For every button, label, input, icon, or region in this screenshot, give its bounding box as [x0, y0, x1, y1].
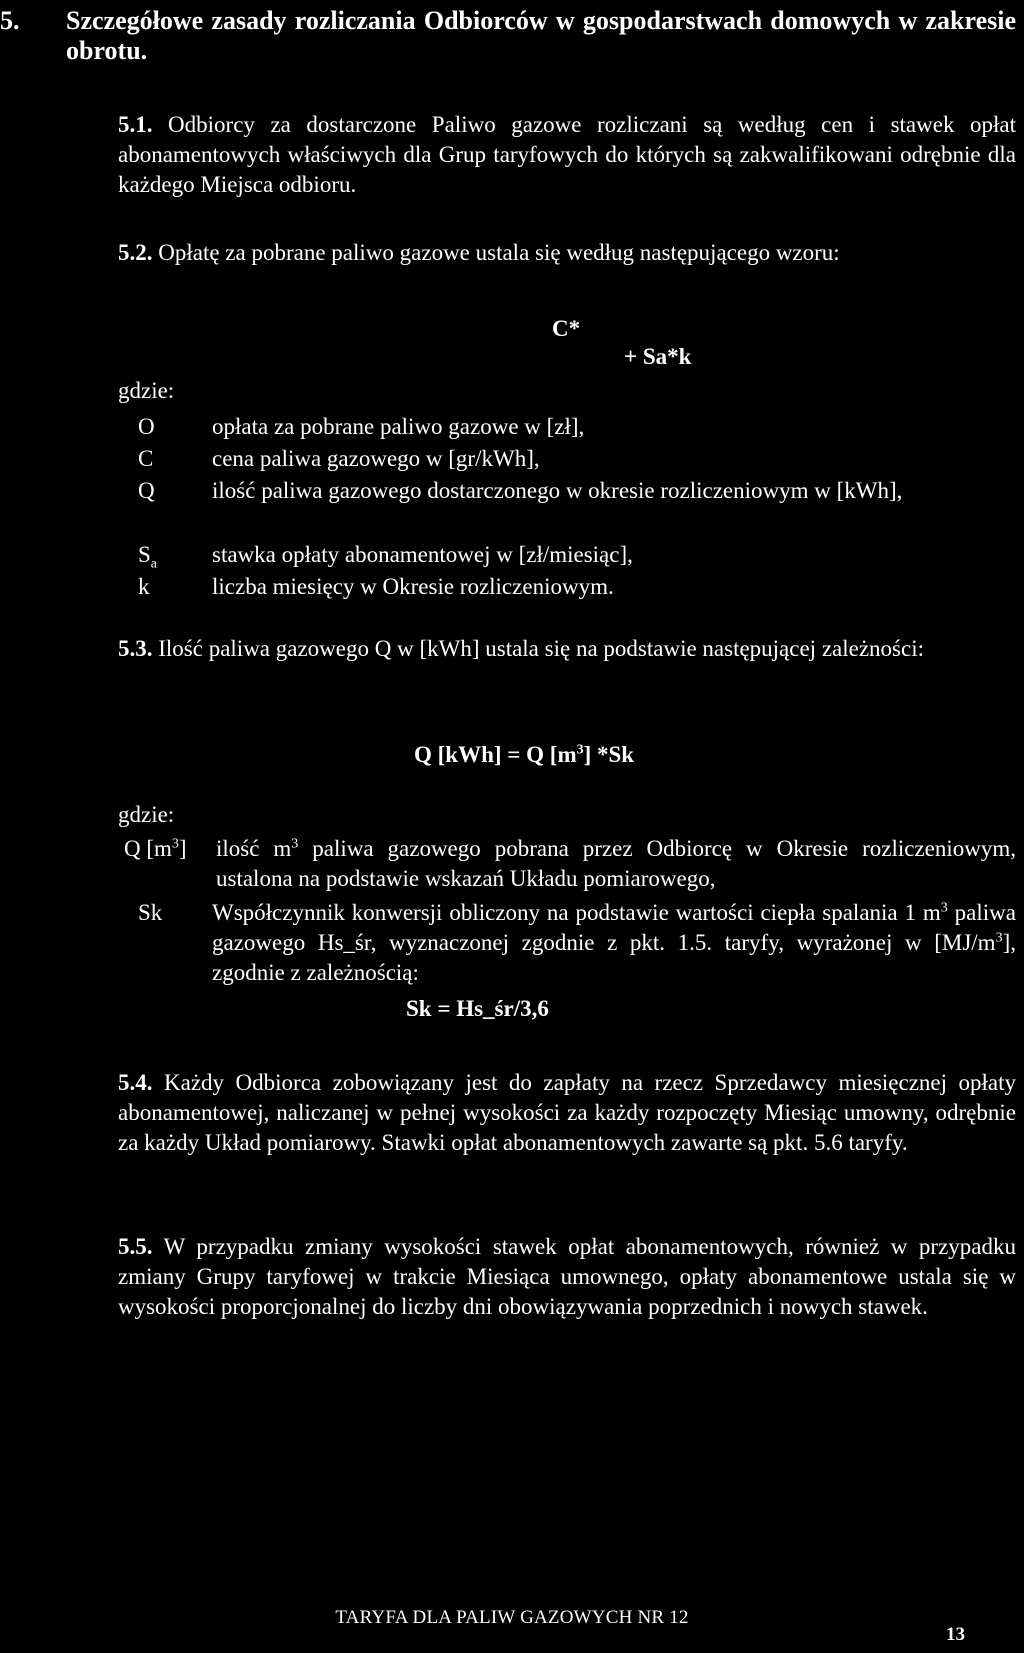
formula-numerator: C*: [552, 316, 581, 341]
definition-sa: stawka opłaty abonamentowej w [zł/miesiąc],: [212, 542, 633, 567]
paragraph-text: Ilość paliwa gazowego Q w [kWh] ustala się na podstawie następującej zależności:: [158, 636, 924, 661]
definition-c: cena paliwa gazowego w [gr/kWh],: [212, 446, 540, 471]
paragraph-5-2: [118, 238, 1016, 268]
paragraph-number: 5.5.: [118, 1234, 153, 1259]
definition-sk: Współczynnik konwersji obliczony na podstawie wartości ciepła spalania 1 $m^3$ paliwa gazowego Hs_śr, wyznaczonej zgodnie z pkt. 1.5. taryfy, wyrażonej w $[MJ/m^3]$, zgodnie z zależnością:: [212, 900, 1016, 985]
paragraph-5-1: [118, 110, 1016, 200]
paragraph-number: 5.2.: [118, 240, 153, 265]
symbol-k: k: [138, 574, 150, 599]
symbol-q: Q: [138, 478, 155, 503]
symbol-sk: Sk: [138, 900, 163, 925]
section-title: Szczegółowe zasady rozliczania Odbiorców w gospodarstwach domowych w zakresie obrotu.: [66, 6, 1016, 65]
definition-o: opłata za pobrane paliwo gazowe w [zł],: [212, 414, 585, 439]
formula-q-kwh: Q [kWh] = Q $[m^3]$ *Sk: [414, 742, 635, 767]
paragraph-5-3: [118, 634, 1016, 664]
definition-k: liczba miesięcy w Okresie rozliczeniowym.: [212, 574, 614, 599]
paragraph-text: W przypadku zmiany wysokości stawek opłat abonamentowych, również w przypadku zmiany Grupy taryfowej w trakcie Miesiąca umownego, opłaty abonamentowe ustala się w wysokości proporcjonalnej do liczby dni obowiązywania poprzednich i nowych stawek.: [118, 1234, 1016, 1319]
definition-q-m3: ilość $m^3$ paliwa gazowego pobrana przez Odbiorcę w Okresie rozliczeniowym, ustalona na podstawie wskazań Układu pomiarowego,: [216, 836, 1016, 891]
paragraph-number: 5.3.: [118, 636, 153, 661]
paragraph-5-5: [118, 1232, 1016, 1322]
symbol-c: C: [138, 446, 154, 471]
formula-addend: + Sa*k: [624, 344, 692, 369]
paragraph-5-4: [118, 1068, 1016, 1158]
symbol-o: O: [138, 414, 155, 439]
paragraph-text: Każdy Odbiorca zobowiązany jest do zapłaty na rzecz Sprzedawcy miesięcznej opłaty abonamentowej, naliczanej w pełnej wysokości za każdy rozpoczęty Miesiąc umowny, odrębnie za każdy Układ pomiarowy. Stawki opłat abonamentowych zawarte są pkt. 5.6 taryfy.: [118, 1070, 1017, 1155]
paragraph-number: 5.4.: [118, 1070, 153, 1095]
page-footer: TARYFA DLA PALIW GAZOWYCH NR 12: [335, 1607, 689, 1628]
page-number: 13: [946, 1624, 965, 1645]
paragraph-text: Odbiorcy za dostarczone Paliwo gazowe rozliczani są według cen i stawek opłat abonamentowych właściwych dla Grup taryfowych do których są zakwalifikowani odrębnie dla każdego Miejsca odbioru.: [118, 112, 1016, 197]
formula-sk: Sk = Hs_śr/3,6: [406, 996, 549, 1021]
gdzie-label: gdzie:: [118, 378, 175, 403]
paragraph-number: 5.1.: [118, 112, 153, 137]
paragraph-text: Opłatę za pobrane paliwo gazowe ustala się według następującego wzoru:: [158, 240, 840, 265]
definition-q: ilość paliwa gazowego dostarczonego w okresie rozliczeniowym w [kWh],: [212, 478, 903, 503]
symbol-q-m3: Q $[m^3]$: [124, 836, 187, 861]
symbol-sa: $S_a$: [138, 542, 158, 572]
gdzie-label: gdzie:: [118, 802, 175, 827]
section-number: 5.: [0, 6, 20, 35]
